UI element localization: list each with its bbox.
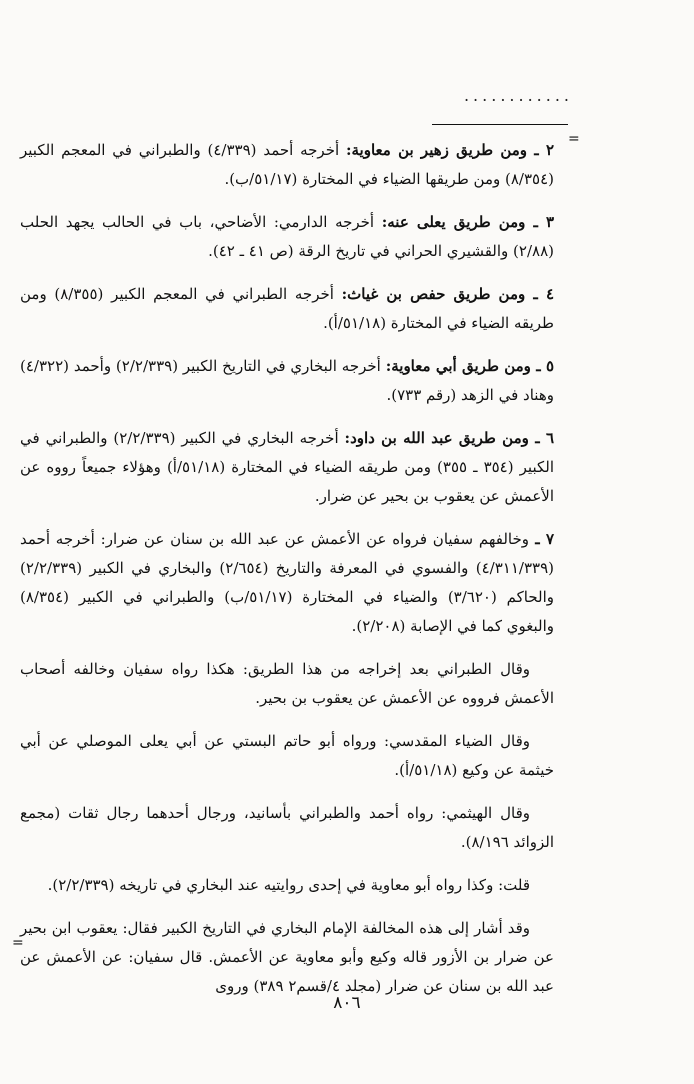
page-number: ٨٠٦ — [333, 993, 361, 1013]
item-lead: ومن طريق زهير بن معاوية: — [345, 141, 528, 159]
item-text: أخرجه أحمد (٤/٣١١/٣٣٩) والفسوي في المعرفة والتاريخ (٢/٦٥٤) والبخاري في الكبير (٢/٢/٣٣٩) والحاكم (٣/٦٢٠) والضياء في المختارة (٥١/١٧/ب) والطبراني في الكبير (٨/٣٥٤) والبغوي كما في الإصابة (٢/٢٠٨). — [20, 530, 554, 635]
item-text: أخرجه الطبراني في المعجم الكبير (٨/٣٥٥) ومن طريقه الضياء في المختارة (٥١/١٨/أ). — [20, 285, 554, 332]
footnote-item: ٧ ـ وخالفهم سفيان فرواه عن الأعمش عن عبد الله بن سنان عن ضرار: أخرجه أحمد (٤/٣١١/٣٣٩) والفسوي في المعرفة والتاريخ (٢/٦٥٤) والبخاري في الكبير (٢/٢/٣٣٩) والحاكم (٣/٦٢٠) والضياء في المختارة (٥١/١٧/ب) والطبراني في الكبير (٨/٣٥٤) والبغوي كما في الإصابة (٢/٢٠٨). — [20, 530, 555, 635]
item-number: ٥ — [545, 357, 554, 375]
footnote-body — [20, 136, 554, 1015]
paragraph-text: أصحاب الأعمش فرووه عن الأعمش عن يعقوب بن بحير. — [20, 660, 554, 707]
footnote-item: ٣ ـ ومن طريق يعلى عنه: أخرجه الدارمي: الأضاحي، باب في الحالب يجهد الحلب (٢/٨٨) والقشيري الحراني في تاريخ الرقة (ص ٤١ ـ ٤٢). — [20, 213, 554, 260]
paragraph-text: قلت: وكذا رواه أبو معاوية في إحدى روايتيه عند البخاري في تاريخه (٢/٢/٣٣٩). — [47, 876, 530, 894]
item-number: ٤ — [545, 285, 555, 303]
item-text: أخرجه أحمد (٤/٣٣٩) والطبراني في المعجم الكبير (٨/٣٥٤) ومن طريقها الضياء في المختارة (٥١/١٧/ب). — [20, 141, 554, 188]
footnote-paragraph — [20, 914, 554, 1001]
item-text: أخرجه البخاري في الكبير (٢/٢/٣٣٩) والطبراني في الكبير (٣٥٤ ـ ٣٥٥) ومن طريقه الضياء في المختارة (٥١/١٨/أ) وهؤلاء جميعاً رووه عن الأعمش عن يعقوب بن بحير عن ضرار. — [20, 429, 554, 505]
footnote-paragraph — [20, 799, 554, 857]
item-lead: ومن طريق يعلى عنه: — [381, 213, 526, 231]
continuation-mark-top: = — [568, 131, 580, 147]
item-text: أخرجه الدارمي: الأضاحي، باب في الحالب يجهد الحلب (٢/٨٨) والقشيري الحراني في تاريخ الرقة (ص ٤١ ـ ٤٢). — [20, 213, 554, 260]
item-text: أخرجه البخاري في التاريخ الكبير (٢/٢/٣٣٩) وأحمد (٤/٣٢٢) وهناد في الزهد (رقم ٧٣٣). — [20, 357, 554, 404]
item-number: ٣ — [545, 213, 554, 231]
footnote-item: ٦ ـ ومن طريق عبد الله بن داود: أخرجه البخاري في الكبير (٢/٢/٣٣٩) والطبراني في الكبير (٣٥٤ ـ ٣٥٥) ومن طريقه الضياء في المختارة (٥١/١٨/أ) وهؤلاء جميعاً رووه عن الأعمش عن يعقوب بن بحير عن ضرار. — [20, 429, 555, 505]
paragraph-text: وقال الهيثمي: رواه أحمد والطبراني بأسانيد، ورجال أحدهما رجال ثقات (مجمع الزوائد ٨/١٩٦). — [20, 804, 554, 851]
footnote-paragraph — [20, 871, 554, 900]
footnote-paragraph — [20, 655, 554, 713]
footnote-item: ٢ ـ ومن طريق زهير بن معاوية: أخرجه أحمد (٤/٣٣٩) والطبراني في المعجم الكبير (٨/٣٥٤) ومن طريقها الضياء في المختارة (٥١/١٧/ب). — [20, 141, 555, 188]
item-lead: ومن طريق عبد الله بن داود: — [344, 429, 529, 447]
item-lead: ومن طريق حفص بن غياث: — [341, 285, 526, 303]
item-lead: وخالفهم سفيان فرواه عن الأعمش عن عبد الله بن سنان عن ضرار: — [100, 530, 530, 548]
paragraph-lead: وقال الطبراني بعد إخراجه من هذا الطريق: هكذا رواه سفيان وخالفه — [73, 660, 530, 678]
ellipsis-dots: ............ — [463, 86, 573, 105]
footnote-item: ٤ ـ ومن طريق حفص بن غياث: أخرجه الطبراني في المعجم الكبير (٨/٣٥٥) ومن طريقه الضياء في المختارة (٥١/١٨/أ). — [20, 285, 555, 332]
item-number: ٢ — [545, 141, 555, 159]
item-number: ٧ — [545, 530, 555, 548]
paragraph-text: وقال الضياء المقدسي: ورواه أبو حاتم البستي عن أبي يعلى الموصلي عن أبي خيثمة عن وكيع (٥١/١٨/أ). — [20, 732, 554, 779]
footnote-rule — [432, 124, 568, 125]
item-lead: ومن طريق أبي معاوية: — [385, 357, 531, 375]
paragraph-text: وقد أشار إلى هذه المخالفة الإمام البخاري في التاريخ الكبير فقال: يعقوب ابن بحير عن ضرار بن الأزور قاله وكيع وأبو معاوية عن الأعمش. قال سفيان: عن الأعمش عن عبد الله بن سنان عن ضرار (مجلد ٤/قسم٢ ٣٨٩) وروى — [20, 919, 554, 995]
footnote-paragraph — [20, 727, 554, 785]
footnote-item: ٥ ـ ومن طريق أبي معاوية: أخرجه البخاري في التاريخ الكبير (٢/٢/٣٣٩) وأحمد (٤/٣٢٢) وهناد في الزهد (رقم ٧٣٣). — [20, 357, 554, 404]
item-number: ٦ — [545, 429, 555, 447]
continuation-mark-bottom: = — [12, 935, 24, 951]
